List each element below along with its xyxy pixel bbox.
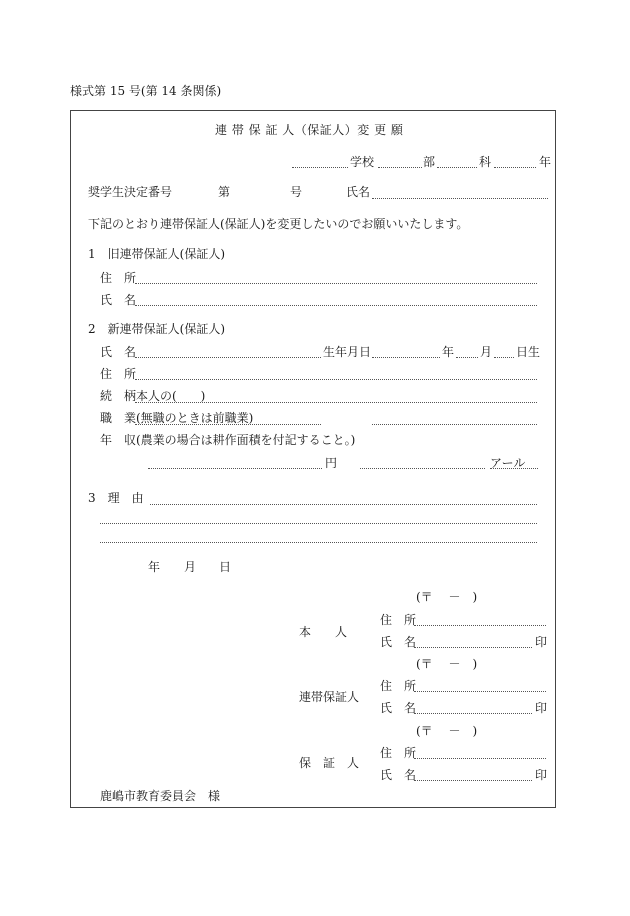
scholar-name-field[interactable] (372, 198, 548, 199)
signer-joint-name-field[interactable] (414, 713, 532, 714)
signer-self-address-field[interactable] (414, 625, 546, 626)
old-guarantor-name-label: 氏 名 (100, 293, 137, 307)
income-note: (農業の場合は耕作面積を付記すること。) (136, 433, 356, 447)
course-field[interactable] (437, 167, 477, 168)
signer-joint-address-field[interactable] (414, 691, 546, 692)
signer-self-seal: 印 (535, 635, 548, 649)
farm-area-tail (490, 468, 538, 469)
signer-self-address-label: 住 所 (380, 613, 417, 627)
new-guarantor-address-label: 住 所 (100, 367, 137, 381)
occupation-field-right[interactable] (372, 424, 537, 425)
signer-self-postal: (〒 － ) (416, 590, 478, 604)
form-title: 連 帯 保 証 人（保証人）変 更 願 (215, 123, 404, 137)
income-yen-unit: 円 (325, 456, 338, 470)
date-month-label: 月 (184, 560, 197, 574)
section3-heading: 3 理 由 (88, 491, 144, 505)
birth-year-field[interactable] (372, 357, 440, 358)
signer-guarantor-postal: (〒 － ) (416, 724, 478, 738)
relation-field[interactable] (135, 402, 537, 403)
occupation-note: (無職のときは前職業) (136, 411, 254, 425)
birthdate-label: 生年月日 (323, 345, 372, 359)
signer-guarantor-name-label: 氏 名 (380, 768, 417, 782)
department-suffix: 部 (423, 155, 436, 169)
year-field[interactable] (494, 167, 536, 168)
birth-year-suffix: 年 (442, 345, 455, 359)
reason-line-3[interactable] (100, 542, 537, 543)
occupation-field-left[interactable] (135, 424, 321, 425)
birth-day-field[interactable] (494, 357, 514, 358)
intro-text: 下記のとおり連帯保証人(保証人)を変更したいのでお願いいたします。 (88, 217, 469, 231)
old-guarantor-address-label: 住 所 (100, 271, 137, 285)
scholar-name-label: 氏名 (346, 185, 371, 199)
signer-joint-seal: 印 (535, 701, 548, 715)
section2-heading: 2 新連帯保証人(保証人) (88, 322, 225, 336)
signer-self-name-field[interactable] (414, 647, 532, 648)
signer-self-name-label: 氏 名 (380, 635, 417, 649)
old-guarantor-address-field[interactable] (135, 283, 537, 284)
signer-guarantor-role: 保 証 人 (299, 756, 360, 770)
school-field[interactable] (292, 167, 348, 168)
signer-joint-role: 連帯保証人 (299, 690, 360, 704)
signer-joint-address-label: 住 所 (380, 679, 417, 693)
scholarship-number-label: 奨学生決定番号 (88, 185, 173, 199)
relation-value: 本人の( ) (136, 389, 206, 403)
signer-guarantor-name-field[interactable] (414, 780, 532, 781)
signer-joint-postal: (〒 － ) (416, 657, 478, 671)
signer-guarantor-address-field[interactable] (414, 758, 546, 759)
farm-area-field[interactable] (360, 468, 485, 469)
signer-guarantor-address-label: 住 所 (380, 746, 417, 760)
new-guarantor-name-field[interactable] (135, 357, 321, 358)
addressee: 鹿嶋市教育委員会 様 (100, 789, 221, 803)
department-field[interactable] (378, 167, 422, 168)
farm-area-unit: アール (490, 456, 526, 470)
signer-self-role: 本 人 (299, 625, 348, 639)
relation-label: 続 柄 (100, 389, 137, 403)
income-yen-field[interactable] (148, 468, 322, 469)
new-guarantor-address-field[interactable] (135, 379, 537, 380)
reason-line-2[interactable] (100, 523, 537, 524)
date-day-label: 日 (219, 560, 232, 574)
scholarship-go: 号 (290, 185, 303, 199)
form-number-label: 様式第 15 号(第 14 条関係) (70, 84, 222, 98)
course-suffix: 科 (479, 155, 492, 169)
year-suffix: 年 (539, 155, 552, 169)
income-label: 年 収 (100, 433, 137, 447)
birth-day-suffix: 日生 (516, 345, 541, 359)
school-suffix: 学校 (350, 155, 375, 169)
signer-joint-name-label: 氏 名 (380, 701, 417, 715)
old-guarantor-name-field[interactable] (135, 305, 537, 306)
occupation-label: 職 業 (100, 411, 137, 425)
birth-month-suffix: 月 (480, 345, 493, 359)
new-guarantor-name-label: 氏 名 (100, 345, 137, 359)
birth-month-field[interactable] (456, 357, 478, 358)
scholarship-dai: 第 (218, 185, 231, 199)
signer-guarantor-seal: 印 (535, 768, 548, 782)
section1-heading: 1 旧連帯保証人(保証人) (88, 247, 225, 261)
reason-line-1[interactable] (150, 504, 537, 505)
date-year-label: 年 (148, 560, 161, 574)
